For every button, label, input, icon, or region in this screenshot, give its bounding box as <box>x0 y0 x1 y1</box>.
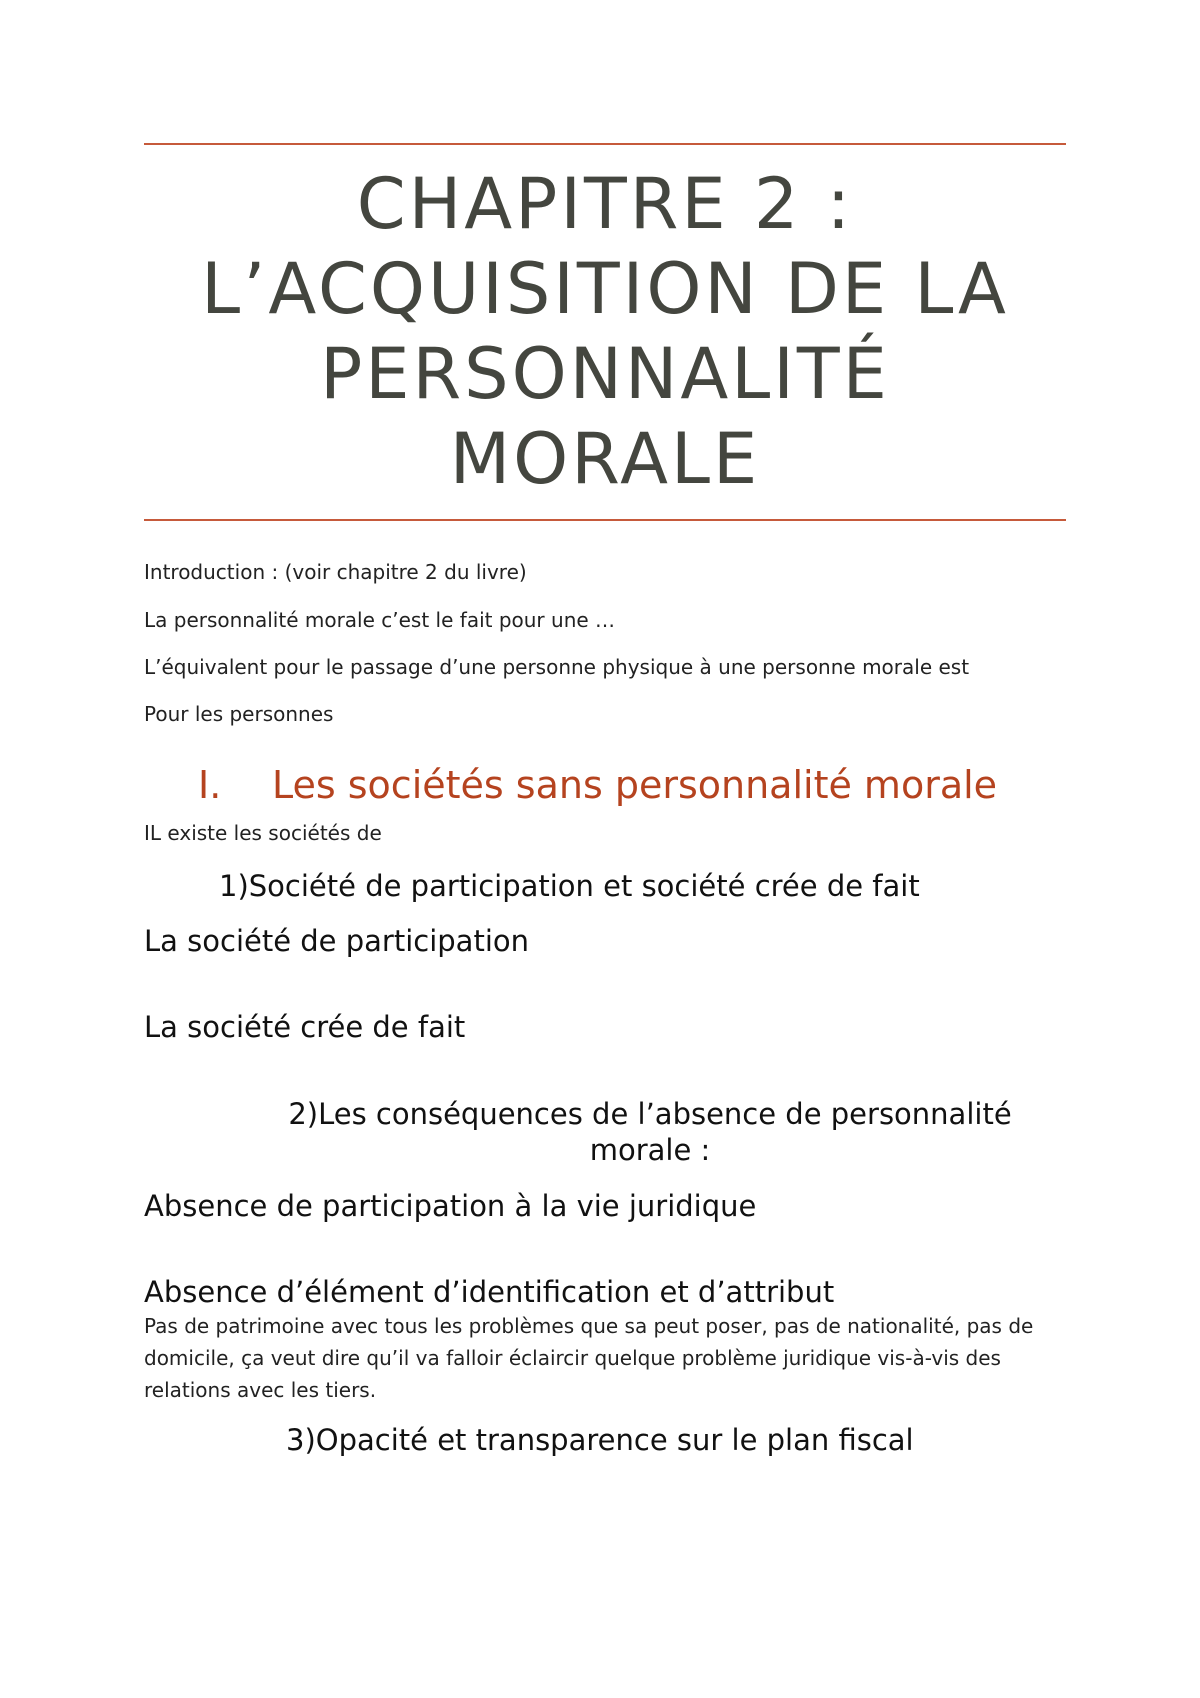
subsection-heading <box>220 1096 1080 1168</box>
title-bottom-rule <box>144 519 1066 521</box>
section-lead: IL existe les sociétés de <box>144 821 382 845</box>
subsection-heading-line: 2)Les conséquences de l’absence de personnalité <box>288 1097 1012 1131</box>
subsection-item: Absence d’élément d’identification et d’attribut <box>144 1275 835 1309</box>
subsection-item: Absence de participation à la vie juridique <box>144 1189 757 1223</box>
chapter-title <box>144 162 1066 502</box>
intro-paragraph: L’équivalent pour le passage d’une personne physique à une personne morale est <box>144 655 970 679</box>
title-top-rule <box>144 143 1066 145</box>
chapter-title-line: PERSONNALITÉ <box>320 333 890 415</box>
intro-paragraph: La personnalité morale c’est le fait pour une … <box>144 608 616 632</box>
chapter-title-line: MORALE <box>449 418 761 500</box>
subsection-item: La société de participation <box>144 924 530 958</box>
section-number: I. <box>198 763 222 807</box>
intro-paragraph: Pour les personnes <box>144 702 334 726</box>
subsection-item: La société crée de fait <box>144 1010 466 1044</box>
subsection-heading-line: morale : <box>589 1133 711 1167</box>
chapter-title-line: L’ACQUISITION DE LA <box>201 248 1009 330</box>
intro-paragraph: Introduction : (voir chapitre 2 du livre) <box>144 560 527 584</box>
subsection-heading: 3)Opacité et transparence sur le plan fiscal <box>286 1423 914 1457</box>
chapter-title-line: CHAPITRE 2 : <box>356 163 854 245</box>
section-heading-text: Les sociétés sans personnalité morale <box>272 763 998 807</box>
subsection-heading: 1)Société de participation et société crée de fait <box>219 869 920 903</box>
body-paragraph: Pas de patrimoine avec tous les problèmes que sa peut poser, pas de nationalité, pas de domicile, ça veut dire qu’il va falloir éclaircir quelque problème juridique vis-à-vis des relations avec les tiers. <box>144 1314 1034 1402</box>
